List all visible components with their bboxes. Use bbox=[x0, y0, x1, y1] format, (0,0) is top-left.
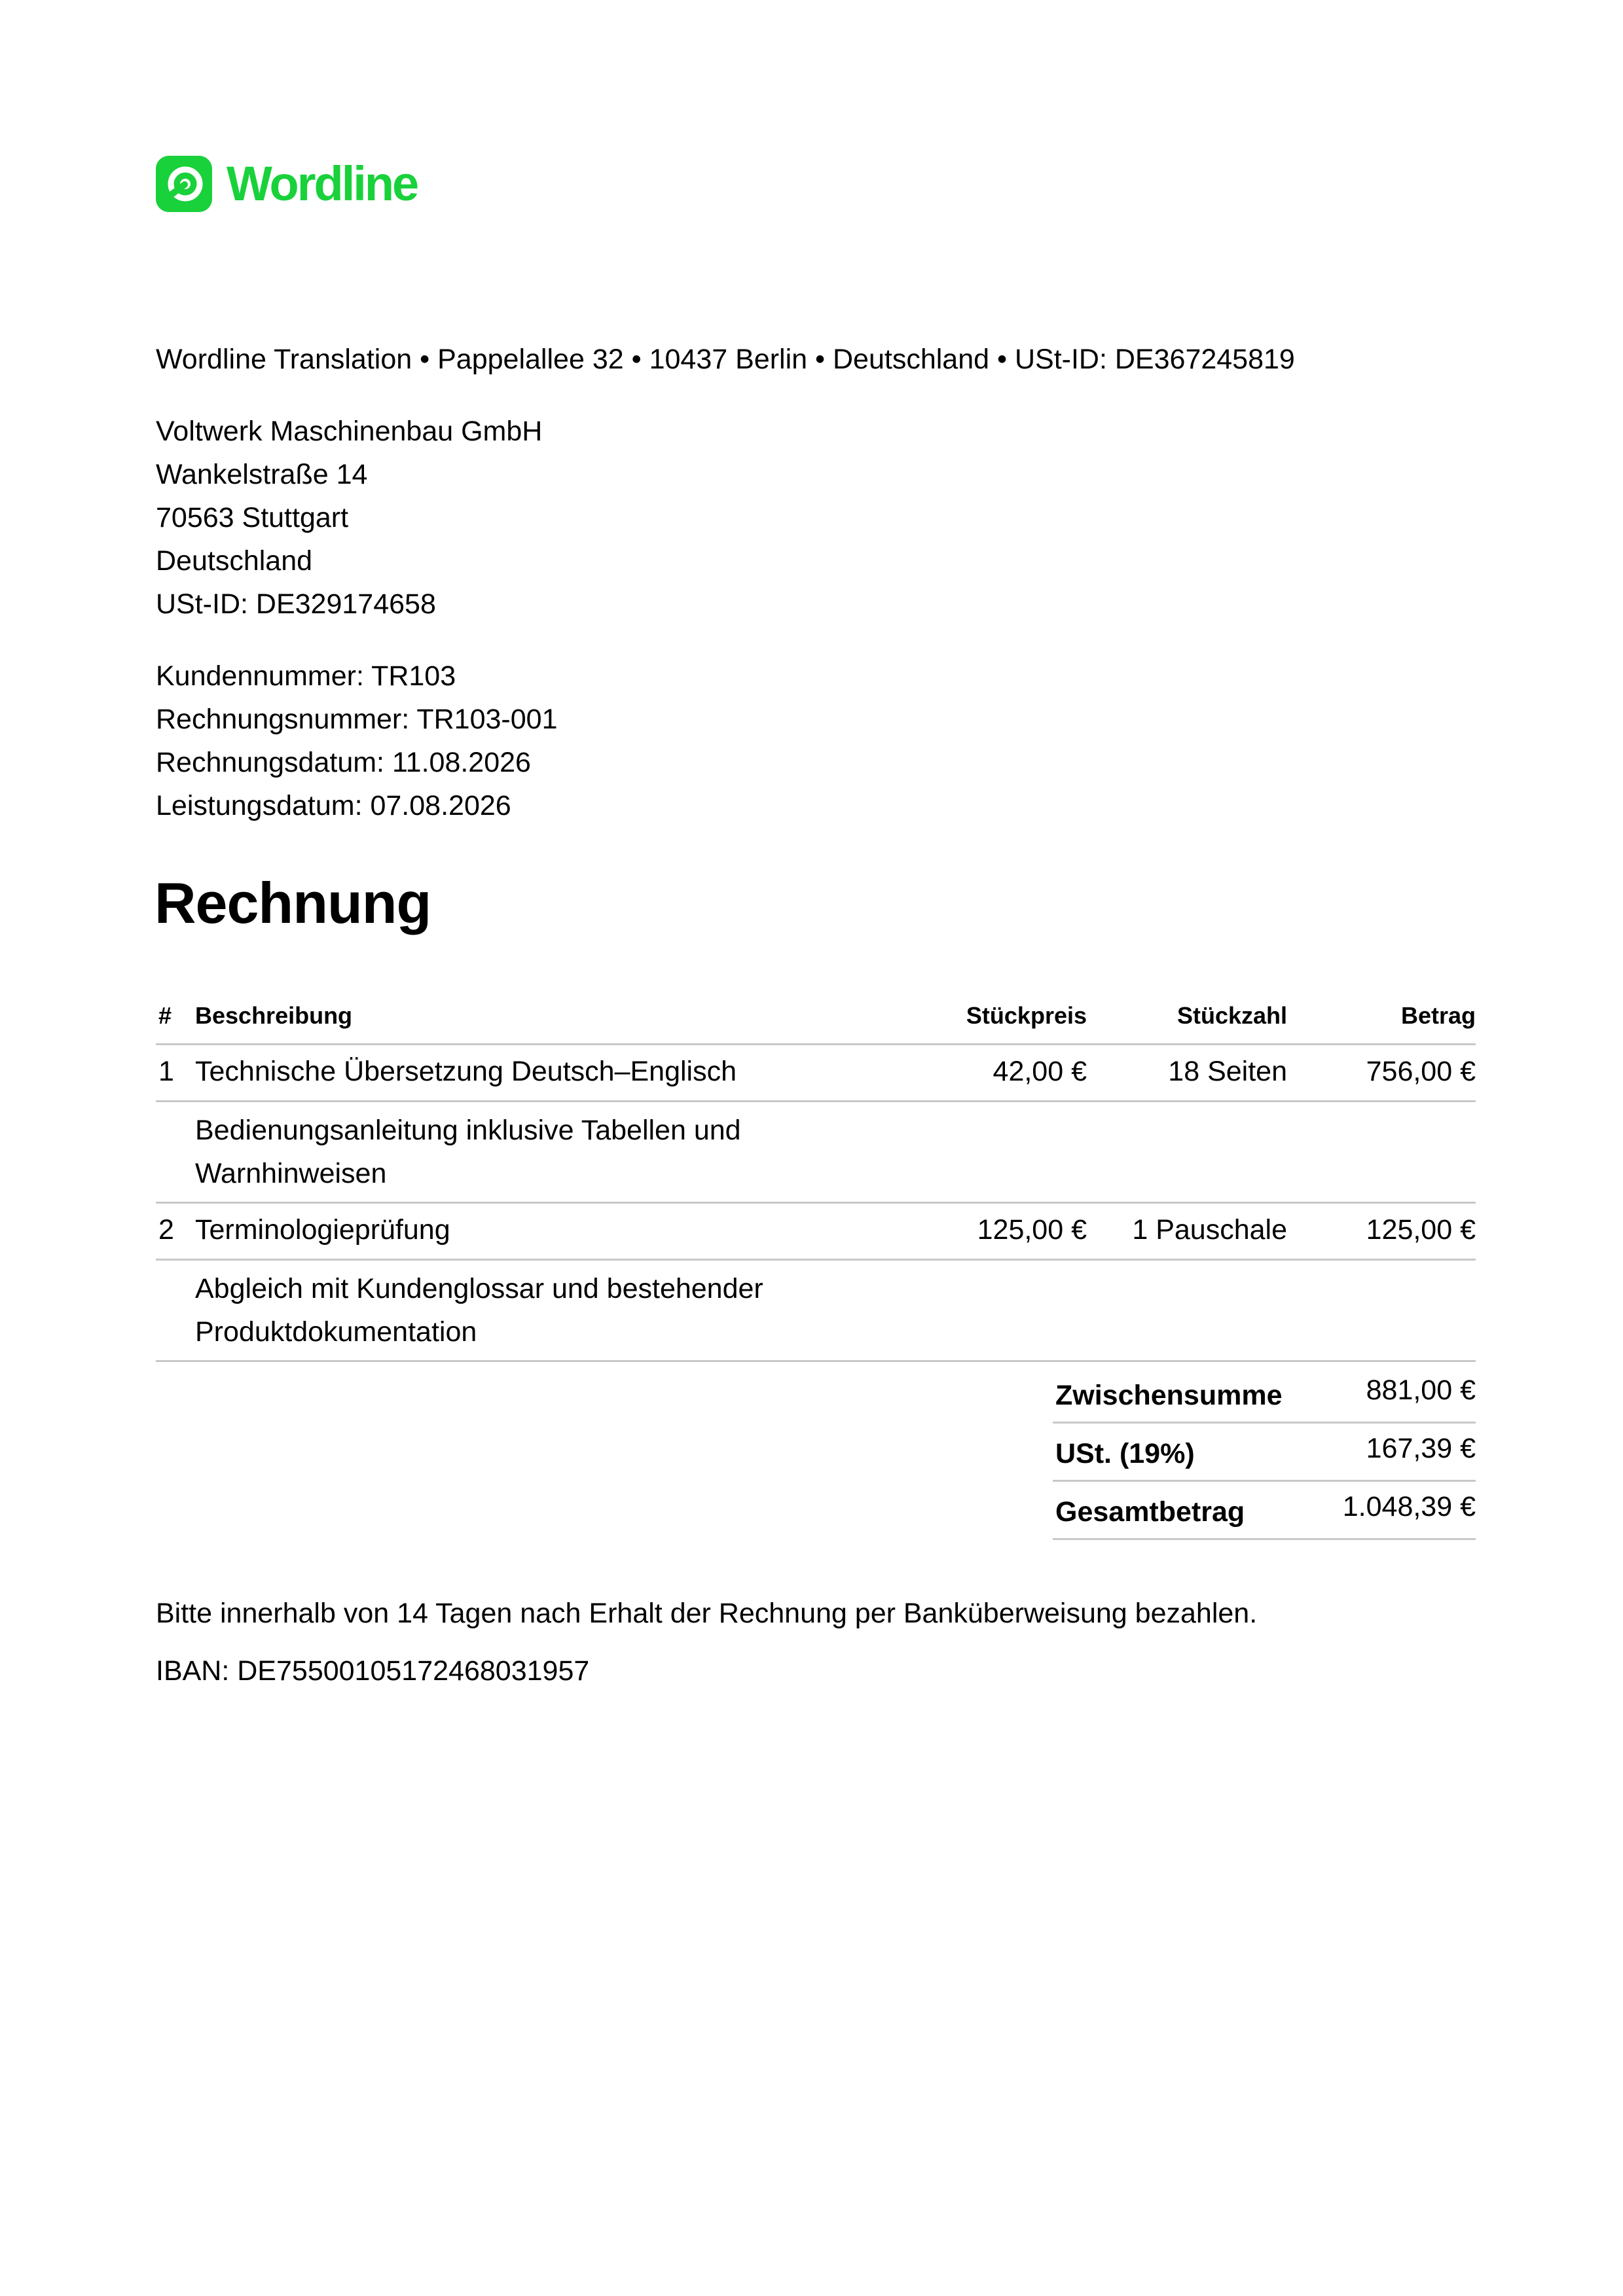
recipient-vat-id: USt-ID: DE329174658 bbox=[156, 588, 436, 620]
subtotal-value: 881,00 € bbox=[1366, 1374, 1476, 1406]
item-num: 1 bbox=[158, 1056, 174, 1087]
wordline-logo bbox=[156, 156, 417, 212]
header-description: Beschreibung bbox=[195, 1002, 353, 1029]
payment-note: Bitte innerhalb von 14 Tagen nach Erhalt der Rechnung per Banküberweisung bezahlen. bbox=[156, 1598, 1258, 1629]
table-row-details bbox=[156, 1261, 1476, 1362]
item-unit-price: 125,00 € bbox=[977, 1214, 1087, 1246]
total-label: Gesamtbetrag bbox=[1055, 1496, 1245, 1528]
items-table bbox=[156, 990, 1476, 1362]
total-value: 1.048,39 € bbox=[1342, 1491, 1476, 1522]
recipient-company: Voltwerk Maschinenbau GmbH bbox=[156, 416, 543, 447]
iban: IBAN: DE75500105172468031957 bbox=[156, 1655, 590, 1687]
item-quantity: 18 Seiten bbox=[1168, 1056, 1287, 1087]
table-row-details bbox=[156, 1102, 1476, 1204]
item-amount: 125,00 € bbox=[1366, 1214, 1476, 1246]
recipient-city: 70563 Stuttgart bbox=[156, 502, 349, 533]
vat-row bbox=[1053, 1424, 1476, 1482]
invoice-title: Rechnung bbox=[155, 870, 431, 935]
header-quantity: Stückzahl bbox=[1176, 1002, 1287, 1029]
subtotal-label: Zwischensumme bbox=[1055, 1380, 1283, 1411]
item-unit-price: 42,00 € bbox=[993, 1056, 1087, 1087]
vat-value: 167,39 € bbox=[1366, 1433, 1476, 1464]
recipient-street: Wankelstraße 14 bbox=[156, 459, 368, 490]
item-details: Bedienungsanleitung inklusive Tabellen und Warnhinweisen bbox=[195, 1115, 741, 1189]
item-num: 2 bbox=[158, 1214, 174, 1246]
item-details: Abgleich mit Kundenglossar und bestehender Produktdokumentation bbox=[195, 1273, 763, 1348]
invoice-number: Rechnungsnummer: TR103-001 bbox=[156, 704, 558, 735]
item-quantity: 1 Pauschale bbox=[1132, 1214, 1287, 1246]
total-row bbox=[1053, 1482, 1476, 1540]
service-date: Leistungsdatum: 07.08.2026 bbox=[156, 790, 511, 821]
item-amount: 756,00 € bbox=[1366, 1056, 1476, 1087]
table-row bbox=[156, 1045, 1476, 1102]
recipient-address bbox=[156, 410, 542, 626]
vat-label: USt. (19%) bbox=[1055, 1438, 1195, 1469]
brand-name: Wordline bbox=[227, 156, 418, 211]
wordline-logo-icon bbox=[156, 156, 212, 212]
invoice-date: Rechnungsdatum: 11.08.2026 bbox=[156, 747, 531, 778]
totals-table bbox=[1053, 1365, 1476, 1540]
header-num: # bbox=[158, 1002, 172, 1029]
header-unit-price: Stückpreis bbox=[966, 1002, 1087, 1029]
sender-address-line: Wordline Translation • Pappelallee 32 • 10437 Berlin • Deutschland • USt-ID: DE367245819 bbox=[156, 344, 1295, 375]
table-header bbox=[156, 990, 1476, 1045]
header-amount: Betrag bbox=[1400, 1002, 1476, 1029]
customer-number: Kundennummer: TR103 bbox=[156, 660, 456, 692]
recipient-country: Deutschland bbox=[156, 545, 313, 577]
invoice-meta bbox=[156, 655, 558, 827]
subtotal-row bbox=[1053, 1365, 1476, 1424]
table-row bbox=[156, 1204, 1476, 1261]
item-description: Terminologieprüfung bbox=[195, 1214, 450, 1246]
item-description: Technische Übersetzung Deutsch–Englisch bbox=[195, 1056, 737, 1087]
